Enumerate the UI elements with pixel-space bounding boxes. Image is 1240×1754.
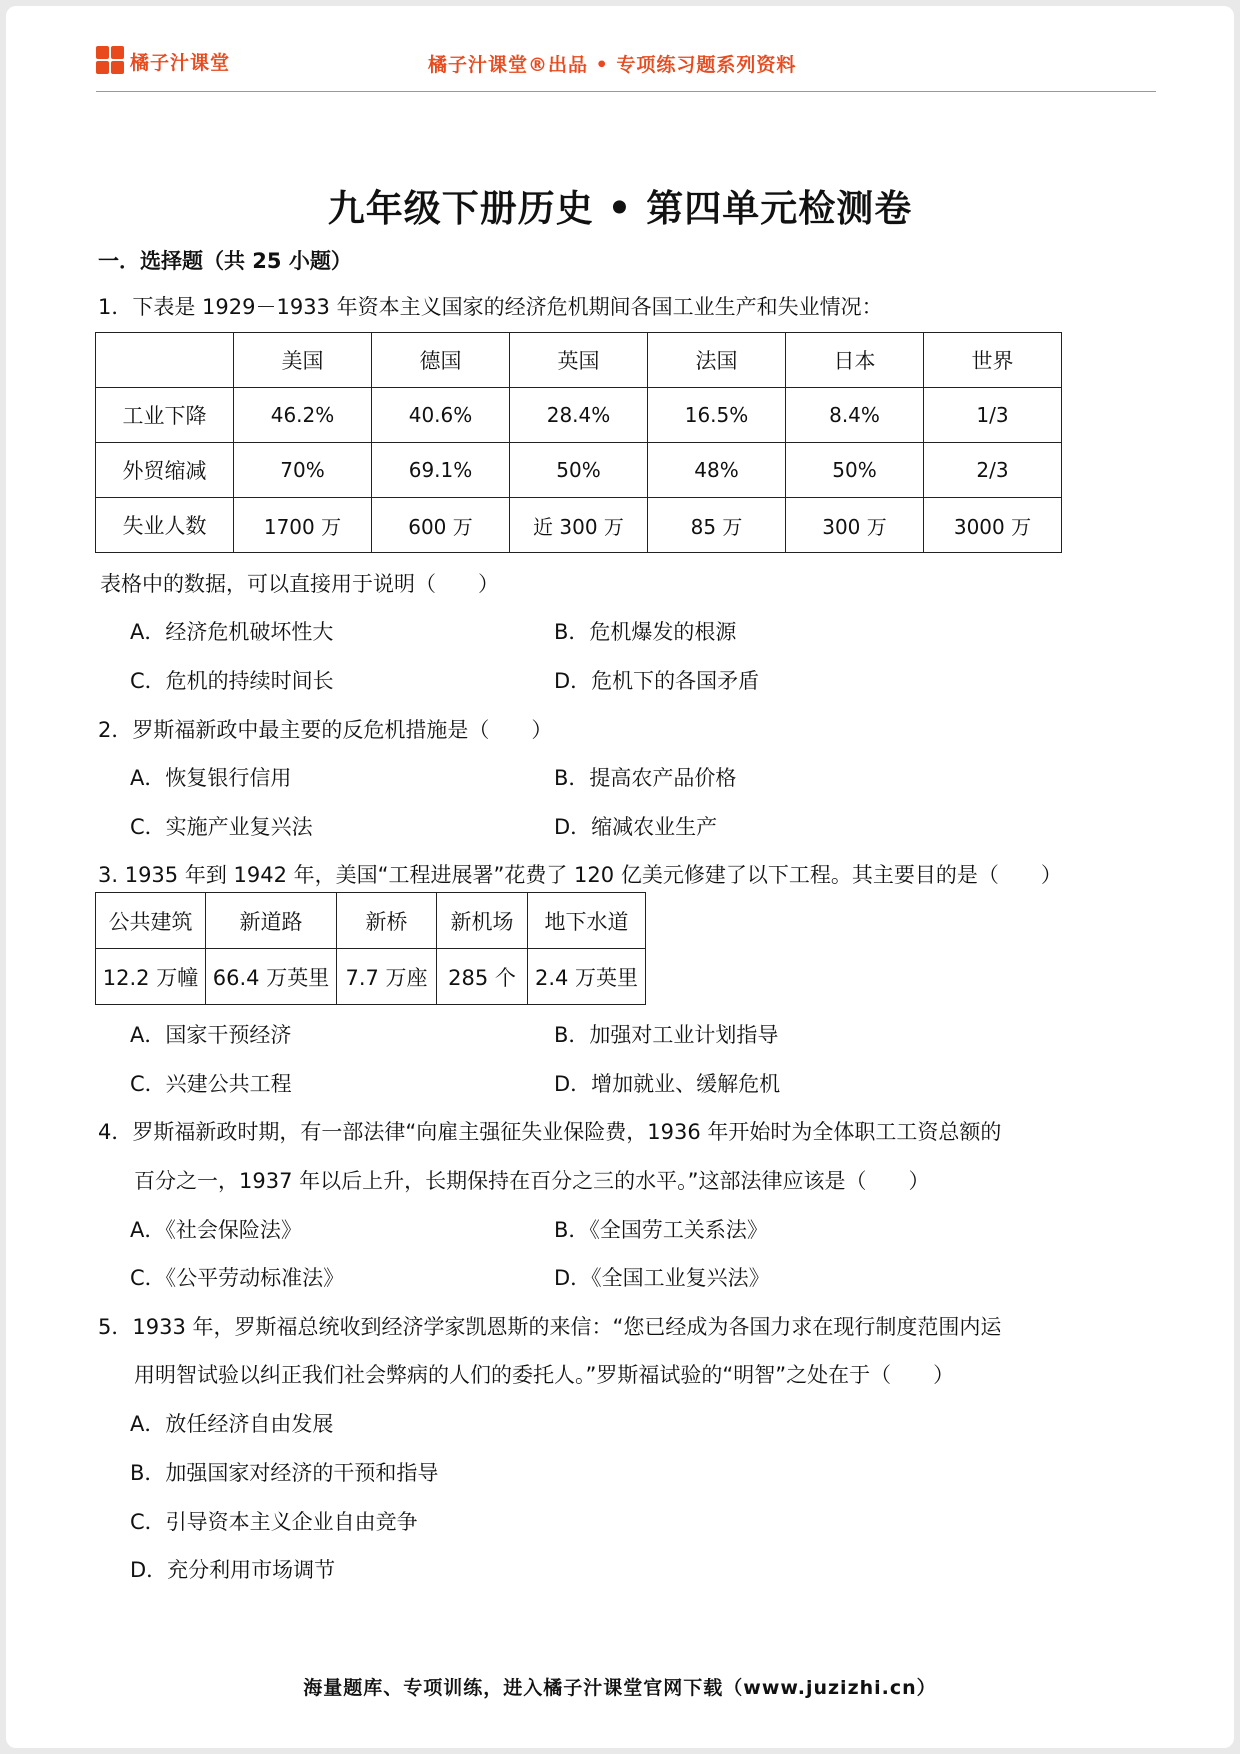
question-5-stem: 5．1933 年，罗斯福总统收到经济学家凯恩斯的来信：“您已经成为各国力求在现行制度范围内运: [98, 1315, 1002, 1339]
logo-mark-icon: [96, 46, 126, 76]
table-header-row: [96, 333, 1062, 388]
question-1-option-b[interactable]: B．危机爆发的根源: [554, 620, 737, 644]
question-1-stem-2: 表格中的数据，可以直接用于说明（ ）: [100, 572, 499, 596]
table-row: [96, 443, 1062, 498]
table-cell: 48%: [648, 443, 786, 498]
question-4-option-a[interactable]: A．《社会保险法》: [130, 1218, 302, 1242]
table-row: [96, 949, 646, 1005]
table-cell: 2/3: [924, 443, 1062, 498]
table-cell: 新机场: [437, 893, 528, 949]
question-4-option-c[interactable]: C．《公平劳动标准法》: [130, 1266, 345, 1290]
table-cell: 公共建筑: [96, 893, 206, 949]
question-4-option-b[interactable]: B．《全国劳工关系法》: [554, 1218, 768, 1242]
question-1-option-c[interactable]: C．危机的持续时间长: [130, 669, 334, 693]
table-cell: 2.4 万英里: [528, 949, 646, 1005]
question-2-option-a[interactable]: A．恢复银行信用: [130, 766, 292, 790]
table-cell: 70%: [234, 443, 372, 498]
table-cell: 16.5%: [648, 388, 786, 443]
question-3-option-d[interactable]: D．增加就业、缓解危机: [554, 1072, 781, 1096]
question-2-stem: 2．罗斯福新政中最主要的反危机措施是（ ）: [98, 718, 553, 742]
question-3-option-a[interactable]: A．国家干预经济: [130, 1023, 292, 1047]
table-row: [96, 388, 1062, 443]
section-heading: 一．选择题（共 25 小题）: [98, 249, 352, 273]
table-cell: 新道路: [206, 893, 337, 949]
page-title: 九年级下册历史 • 第四单元检测卷: [327, 186, 913, 230]
question-4-stem: 4．罗斯福新政时期，有一部法律“向雇主强征失业保险费，1936 年开始时为全体职工工资总额的: [98, 1120, 1002, 1144]
table-cell: 英国: [510, 333, 648, 388]
table-cell: 外贸缩减: [96, 443, 234, 498]
question-1-option-d[interactable]: D．危机下的各国矛盾: [554, 669, 760, 693]
table-cell: 工业下降: [96, 388, 234, 443]
table-cell: 600 万: [372, 498, 510, 553]
table-header-row: [96, 893, 646, 949]
table-cell: 地下水道: [528, 893, 646, 949]
table-cell: 1/3: [924, 388, 1062, 443]
table-cell: 50%: [786, 443, 924, 498]
table-cell: 德国: [372, 333, 510, 388]
table-cell: 3000 万: [924, 498, 1062, 553]
table-cell: 300 万: [786, 498, 924, 553]
table-cell: 8.4%: [786, 388, 924, 443]
table-cell: 近 300 万: [510, 498, 648, 553]
table-cell: 失业人数: [96, 498, 234, 553]
table-cell: 美国: [234, 333, 372, 388]
table-row: [96, 498, 1062, 553]
table-cell: 69.1%: [372, 443, 510, 498]
brand-logo: [96, 46, 230, 76]
table-cell: 12.2 万幢: [96, 949, 206, 1005]
question-2-option-c[interactable]: C．实施产业复兴法: [130, 815, 313, 839]
page: [6, 6, 1234, 1748]
page-footer: 海量题库、专项训练，进入橘子汁课堂官网下载（www.juzizhi.cn）: [303, 1677, 937, 1699]
question-5-option-a[interactable]: A．放任经济自由发展: [130, 1412, 334, 1436]
table-cell: 法国: [648, 333, 786, 388]
page-header: [96, 44, 1156, 92]
question-3-stem: 3. 1935 年到 1942 年，美国“工程进展署”花费了 120 亿美元修建了以下工程。其主要目的是（ ）: [98, 863, 1062, 887]
question-5-option-d[interactable]: D．充分利用市场调节: [130, 1558, 336, 1582]
header-title: 橘子汁课堂®出品 • 专项练习题系列资料: [428, 54, 797, 76]
question-4-option-d[interactable]: D．《全国工业复兴法》: [554, 1266, 770, 1290]
question-4-stem-cont: 百分之一，1937 年以后上升，长期保持在百分之三的水平。”这部法律应该是（ ）: [134, 1169, 930, 1193]
table-cell: 日本: [786, 333, 924, 388]
question-1-option-a[interactable]: A．经济危机破坏性大: [130, 620, 334, 644]
table-cell: 世界: [924, 333, 1062, 388]
table-cell: 1700 万: [234, 498, 372, 553]
table-cell: 85 万: [648, 498, 786, 553]
table-cell: 40.6%: [372, 388, 510, 443]
question-3-table: [95, 892, 646, 1005]
logo-text: 橘子汁课堂: [130, 51, 231, 74]
table-cell: 7.7 万座: [337, 949, 437, 1005]
table-cell: 46.2%: [234, 388, 372, 443]
question-2-option-b[interactable]: B．提高农产品价格: [554, 766, 737, 790]
question-2-option-d[interactable]: D．缩减农业生产: [554, 815, 718, 839]
table-cell: 50%: [510, 443, 648, 498]
table-cell: 66.4 万英里: [206, 949, 337, 1005]
question-3-option-b[interactable]: B．加强对工业计划指导: [554, 1023, 779, 1047]
question-1-stem: 1．下表是 1929－1933 年资本主义国家的经济危机期间各国工业生产和失业情况：: [98, 295, 883, 319]
table-cell: [96, 333, 234, 388]
question-5-option-c[interactable]: C．引导资本主义企业自由竞争: [130, 1510, 418, 1534]
table-cell: 28.4%: [510, 388, 648, 443]
table-cell: 新桥: [337, 893, 437, 949]
question-1-table: [95, 332, 1062, 553]
table-cell: 285 个: [437, 949, 528, 1005]
question-5-stem-cont: 用明智试验以纠正我们社会弊病的人们的委托人。”罗斯福试验的“明智”之处在于（ ）: [134, 1363, 955, 1387]
question-5-option-b[interactable]: B．加强国家对经济的干预和指导: [130, 1461, 439, 1485]
question-3-option-c[interactable]: C．兴建公共工程: [130, 1072, 292, 1096]
